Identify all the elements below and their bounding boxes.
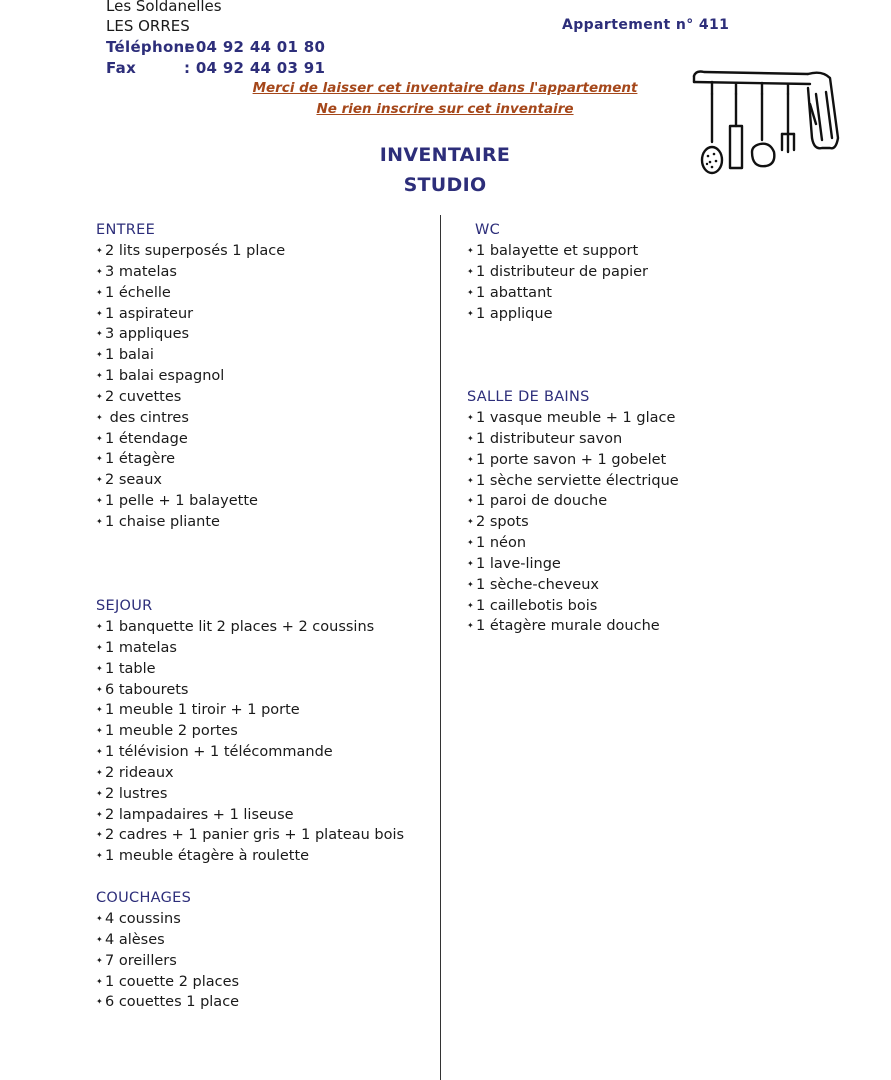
list-item: ✦ 1 meuble étagère à roulette xyxy=(96,846,404,867)
list-item: ✦ 2 rideaux xyxy=(96,763,404,784)
list-item: ✦ 1 paroi de douche xyxy=(467,491,679,512)
list-item: ✦ 1 étagère xyxy=(96,449,285,470)
list-item: ✦ 3 appliques xyxy=(96,324,285,345)
list-item: ✦ 1 sèche serviette électrique xyxy=(467,471,679,492)
notice-leave-inventory: Merci de laisser cet inventaire dans l'appartement xyxy=(252,80,638,96)
section-title: SEJOUR xyxy=(96,598,153,614)
list-item: ✦ 1 lave-linge xyxy=(467,554,679,575)
list-item: ✦ des cintres xyxy=(96,408,285,429)
section-salle-de-bains xyxy=(467,387,679,637)
page-title: INVENTAIRE xyxy=(379,144,511,166)
list-item: ✦ 2 seaux xyxy=(96,470,285,491)
list-item: ✦ 1 table xyxy=(96,659,404,680)
section-wc xyxy=(467,220,648,324)
list-item: ✦ 1 télévision + 1 télécommande xyxy=(96,742,404,763)
list-item: ✦ 1 banquette lit 2 places + 2 coussins xyxy=(96,617,404,638)
list-item: ✦ 1 balai espagnol xyxy=(96,366,285,387)
list-item: ✦ 2 lits superposés 1 place xyxy=(96,241,285,262)
list-item: ✦ 1 porte savon + 1 gobelet xyxy=(467,450,679,471)
list-item: ✦ 1 meuble 1 tiroir + 1 porte xyxy=(96,700,404,721)
residence-name: Les Soldanelles xyxy=(106,0,222,15)
town-name: LES ORRES xyxy=(106,17,190,35)
list-item: ✦ 7 oreillers xyxy=(96,951,239,972)
section-title: SALLE DE BAINS xyxy=(467,389,590,405)
phone-label: Téléphone xyxy=(106,38,196,56)
fax-line xyxy=(106,58,325,78)
column-divider xyxy=(440,215,441,1080)
apartment-number: Appartement n° 411 xyxy=(562,17,730,33)
list-item: ✦ 1 étagère murale douche xyxy=(467,616,679,637)
section-title: COUCHAGES xyxy=(96,890,192,906)
section-couchages xyxy=(96,888,239,1013)
list-item: ✦ 1 distributeur de papier xyxy=(467,262,648,283)
section-title: ENTREE xyxy=(96,222,156,238)
list-item: ✦ 1 aspirateur xyxy=(96,304,285,325)
page-subtitle: STUDIO xyxy=(403,174,487,196)
section-entree xyxy=(96,220,285,533)
list-item: ✦ 2 cadres + 1 panier gris + 1 plateau bois xyxy=(96,825,404,846)
kitchen-utensils-illustration xyxy=(690,64,846,182)
phone-number: : 04 92 44 01 80 xyxy=(184,38,326,56)
list-item: ✦ 1 pelle + 1 balayette xyxy=(96,491,285,512)
list-item: ✦ 1 vasque meuble + 1 glace xyxy=(467,408,679,429)
list-item: ✦ 1 distributeur savon xyxy=(467,429,679,450)
section-sejour xyxy=(96,596,404,867)
phone-line xyxy=(106,37,325,57)
list-item: ✦ 1 balayette et support xyxy=(467,241,648,262)
list-item: ✦ 1 matelas xyxy=(96,638,404,659)
list-item: ✦ 2 spots xyxy=(467,512,679,533)
list-item: ✦ 1 abattant xyxy=(467,283,648,304)
list-item: ✦ 4 alèses xyxy=(96,930,239,951)
list-item: ✦ 1 échelle xyxy=(96,283,285,304)
list-item: ✦ 2 lampadaires + 1 liseuse xyxy=(96,805,404,826)
list-item: ✦ 1 néon xyxy=(467,533,679,554)
list-item: ✦ 4 coussins xyxy=(96,909,239,930)
list-item: ✦ 1 applique xyxy=(467,304,648,325)
fax-label: Fax xyxy=(106,59,137,77)
list-item: ✦ 1 sèche-cheveux xyxy=(467,575,679,596)
fax-number: : 04 92 44 03 91 xyxy=(184,59,326,77)
list-item: ✦ 6 couettes 1 place xyxy=(96,992,239,1013)
list-item: ✦ 1 caillebotis bois xyxy=(467,596,679,617)
list-item: ✦ 1 étendage xyxy=(96,429,285,450)
list-item: ✦ 1 chaise pliante xyxy=(96,512,285,533)
list-item: ✦ 1 couette 2 places xyxy=(96,972,239,993)
list-item: ✦ 2 cuvettes xyxy=(96,387,285,408)
list-item: ✦ 1 meuble 2 portes xyxy=(96,721,404,742)
section-title: WC xyxy=(475,222,501,238)
list-item: ✦ 1 balai xyxy=(96,345,285,366)
list-item: ✦ 3 matelas xyxy=(96,262,285,283)
list-item: ✦ 2 lustres xyxy=(96,784,404,805)
notice-do-not-write: Ne rien inscrire sur cet inventaire xyxy=(316,101,574,117)
list-item: ✦ 6 tabourets xyxy=(96,680,404,701)
